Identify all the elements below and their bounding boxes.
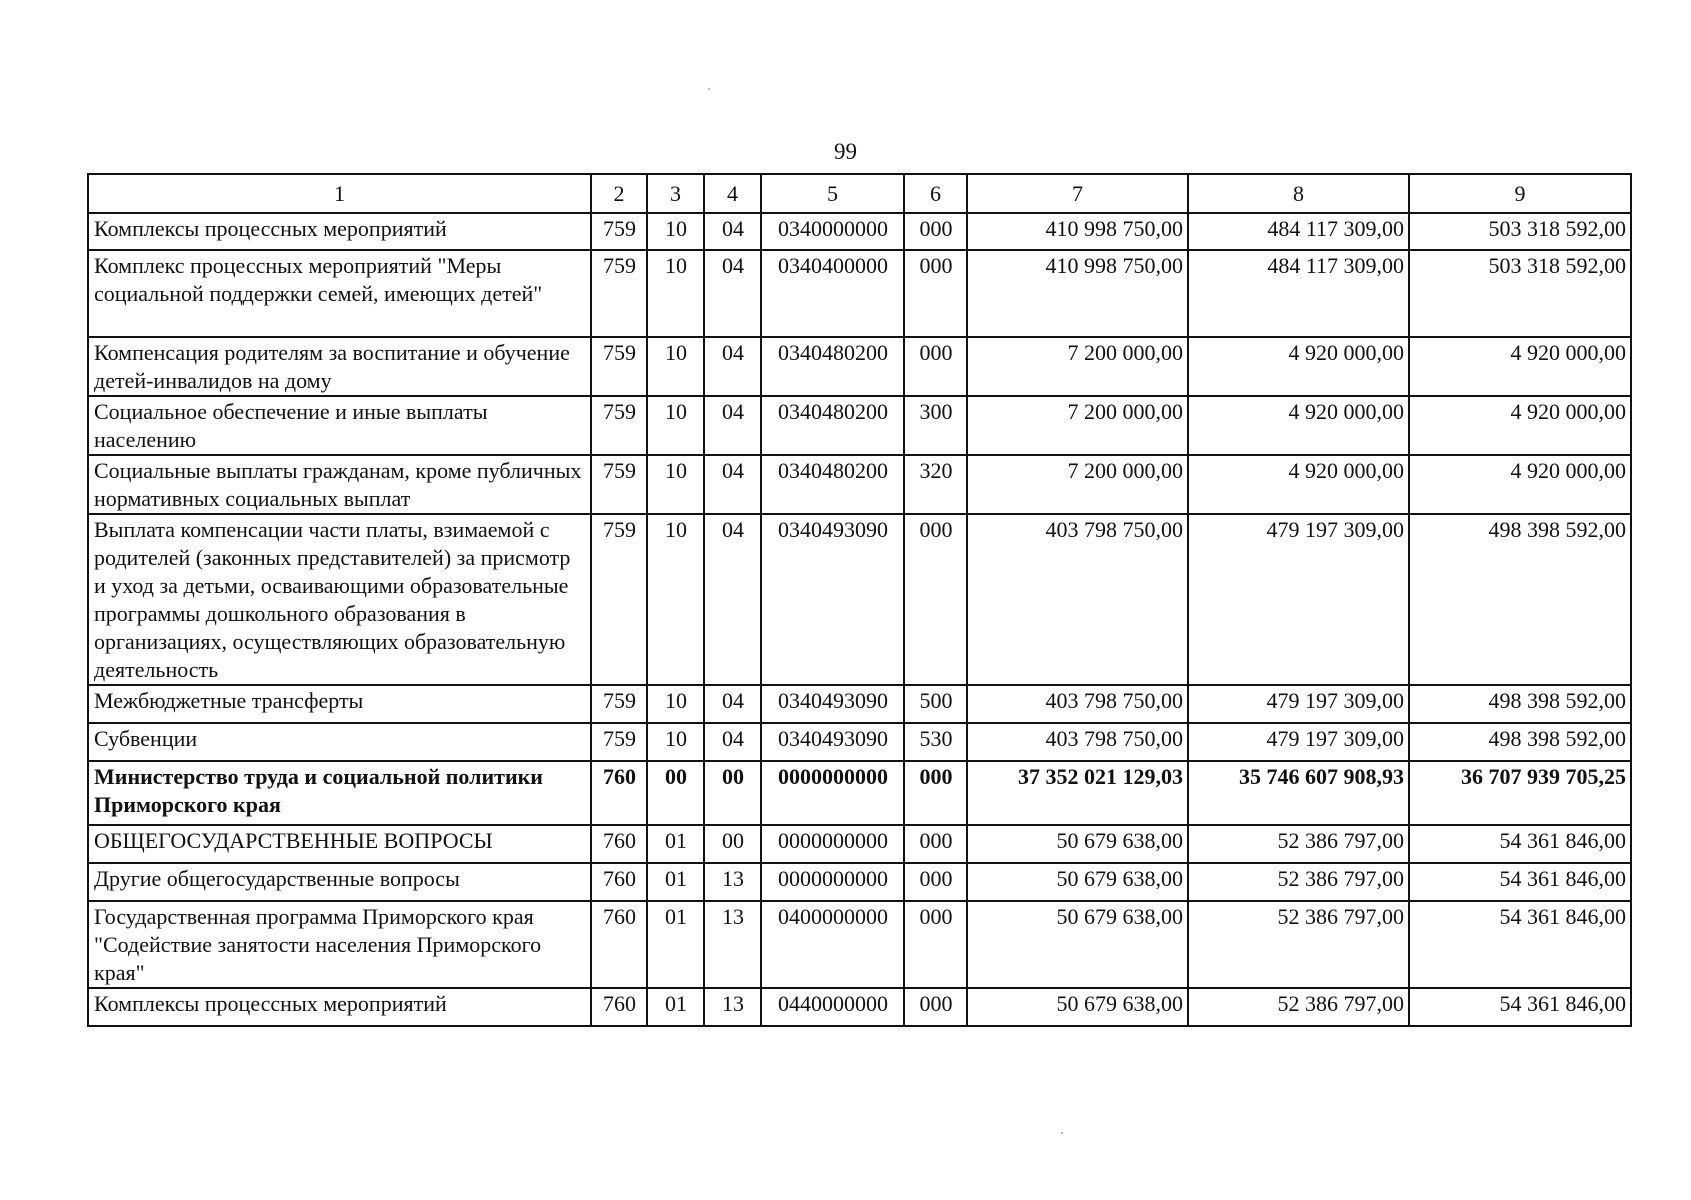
row-value-7: 37 352 021 129,03 <box>967 761 1188 825</box>
row-col-4: 04 <box>704 250 761 337</box>
table-row <box>88 723 1631 761</box>
table-row <box>88 901 1631 988</box>
row-value-8: 52 386 797,00 <box>1188 825 1409 863</box>
row-value-9: 54 361 846,00 <box>1409 863 1631 901</box>
row-col-3: 10 <box>647 723 704 761</box>
table-row <box>88 514 1631 685</box>
row-col-2: 760 <box>591 988 647 1026</box>
header-col-1: 1 <box>88 174 591 213</box>
table-row <box>88 761 1631 825</box>
row-value-8: 484 117 309,00 <box>1188 213 1409 250</box>
row-value-8: 4 920 000,00 <box>1188 455 1409 514</box>
row-col-4: 04 <box>704 213 761 250</box>
row-col-2: 759 <box>591 337 647 396</box>
row-value-7: 403 798 750,00 <box>967 723 1188 761</box>
table-row <box>88 337 1631 396</box>
row-col-3: 01 <box>647 825 704 863</box>
row-value-7: 50 679 638,00 <box>967 825 1188 863</box>
row-value-7: 50 679 638,00 <box>967 901 1188 988</box>
row-col-3: 10 <box>647 685 704 723</box>
header-col-2: 2 <box>591 174 647 213</box>
row-col-4: 13 <box>704 901 761 988</box>
row-col-6: 530 <box>904 723 967 761</box>
row-col-5: 0340480200 <box>761 396 904 455</box>
row-col-4: 00 <box>704 761 761 825</box>
row-value-9: 36 707 939 705,25 <box>1409 761 1631 825</box>
row-name: Государственная программа Приморского края "Содействие занятости населения Приморского края" <box>88 901 591 988</box>
row-value-7: 7 200 000,00 <box>967 337 1188 396</box>
row-name: Министерство труда и социальной политики Приморского края <box>88 761 591 825</box>
row-col-3: 01 <box>647 863 704 901</box>
row-col-3: 01 <box>647 901 704 988</box>
row-col-2: 759 <box>591 396 647 455</box>
row-col-3: 10 <box>647 514 704 685</box>
row-col-6: 000 <box>904 337 967 396</box>
row-col-3: 10 <box>647 337 704 396</box>
row-col-6: 000 <box>904 825 967 863</box>
header-col-5: 5 <box>761 174 904 213</box>
table-row <box>88 455 1631 514</box>
row-name: Комплексы процессных мероприятий <box>88 988 591 1026</box>
header-col-6: 6 <box>904 174 967 213</box>
table-row <box>88 988 1631 1026</box>
row-col-5: 0400000000 <box>761 901 904 988</box>
row-col-6: 000 <box>904 514 967 685</box>
row-col-4: 00 <box>704 825 761 863</box>
row-col-2: 759 <box>591 723 647 761</box>
row-col-5: 0340400000 <box>761 250 904 337</box>
row-col-4: 04 <box>704 685 761 723</box>
row-value-9: 4 920 000,00 <box>1409 455 1631 514</box>
row-col-5: 0000000000 <box>761 825 904 863</box>
row-value-9: 54 361 846,00 <box>1409 988 1631 1026</box>
row-value-8: 52 386 797,00 <box>1188 901 1409 988</box>
row-value-9: 4 920 000,00 <box>1409 337 1631 396</box>
row-col-4: 13 <box>704 988 761 1026</box>
row-name: Межбюджетные трансферты <box>88 685 591 723</box>
table-row <box>88 250 1631 337</box>
row-value-8: 35 746 607 908,93 <box>1188 761 1409 825</box>
row-col-3: 10 <box>647 396 704 455</box>
table-row <box>88 863 1631 901</box>
row-value-8: 52 386 797,00 <box>1188 988 1409 1026</box>
row-value-8: 484 117 309,00 <box>1188 250 1409 337</box>
row-name: Социальное обеспечение и иные выплаты населению <box>88 396 591 455</box>
row-col-6: 000 <box>904 988 967 1026</box>
row-col-2: 759 <box>591 250 647 337</box>
row-value-9: 503 318 592,00 <box>1409 213 1631 250</box>
row-col-4: 04 <box>704 455 761 514</box>
row-col-6: 000 <box>904 761 967 825</box>
row-col-5: 0000000000 <box>761 761 904 825</box>
row-col-5: 0340480200 <box>761 337 904 396</box>
row-col-5: 0340480200 <box>761 455 904 514</box>
row-value-8: 4 920 000,00 <box>1188 396 1409 455</box>
table-row <box>88 825 1631 863</box>
row-col-2: 760 <box>591 825 647 863</box>
row-value-7: 403 798 750,00 <box>967 514 1188 685</box>
row-col-6: 000 <box>904 250 967 337</box>
table-row <box>88 213 1631 250</box>
row-value-8: 479 197 309,00 <box>1188 685 1409 723</box>
table-header <box>88 174 1631 213</box>
header-col-8: 8 <box>1188 174 1409 213</box>
row-name: Комплексы процессных мероприятий <box>88 213 591 250</box>
budget-table <box>87 173 1632 1027</box>
row-value-9: 54 361 846,00 <box>1409 825 1631 863</box>
table-body <box>88 213 1631 1026</box>
row-col-6: 000 <box>904 901 967 988</box>
row-value-8: 4 920 000,00 <box>1188 337 1409 396</box>
row-col-5: 0340000000 <box>761 213 904 250</box>
row-col-2: 759 <box>591 514 647 685</box>
row-col-5: 0340493090 <box>761 685 904 723</box>
row-col-2: 760 <box>591 863 647 901</box>
scan-speck <box>1061 1132 1063 1134</box>
row-value-9: 503 318 592,00 <box>1409 250 1631 337</box>
row-value-7: 410 998 750,00 <box>967 213 1188 250</box>
row-col-3: 10 <box>647 250 704 337</box>
row-name: Социальные выплаты гражданам, кроме публичных нормативных социальных выплат <box>88 455 591 514</box>
row-col-5: 0440000000 <box>761 988 904 1026</box>
row-col-6: 300 <box>904 396 967 455</box>
table-row <box>88 685 1631 723</box>
page-number: 99 <box>834 139 857 164</box>
row-col-5: 0340493090 <box>761 723 904 761</box>
row-col-2: 760 <box>591 761 647 825</box>
row-col-2: 759 <box>591 455 647 514</box>
row-col-3: 01 <box>647 988 704 1026</box>
row-name: ОБЩЕГОСУДАРСТВЕННЫЕ ВОПРОСЫ <box>88 825 591 863</box>
row-col-6: 500 <box>904 685 967 723</box>
row-name: Другие общегосударственные вопросы <box>88 863 591 901</box>
row-value-7: 403 798 750,00 <box>967 685 1188 723</box>
row-value-7: 7 200 000,00 <box>967 396 1188 455</box>
row-value-7: 7 200 000,00 <box>967 455 1188 514</box>
row-col-3: 10 <box>647 455 704 514</box>
header-row <box>88 174 1631 213</box>
header-col-9: 9 <box>1409 174 1631 213</box>
row-value-9: 498 398 592,00 <box>1409 723 1631 761</box>
row-col-6: 000 <box>904 863 967 901</box>
row-col-4: 04 <box>704 396 761 455</box>
row-name: Выплата компенсации части платы, взимаемой с родителей (законных представителей) за присмотр и уход за детьми, осваивающими образовательные программы дошкольного образования в организациях, осуществляющих образовательную деятельность <box>88 514 591 685</box>
row-value-8: 479 197 309,00 <box>1188 514 1409 685</box>
row-col-5: 0340493090 <box>761 514 904 685</box>
row-col-3: 00 <box>647 761 704 825</box>
row-col-5: 0000000000 <box>761 863 904 901</box>
row-value-8: 479 197 309,00 <box>1188 723 1409 761</box>
row-col-4: 04 <box>704 723 761 761</box>
row-value-9: 498 398 592,00 <box>1409 685 1631 723</box>
row-col-2: 760 <box>591 901 647 988</box>
header-col-4: 4 <box>704 174 761 213</box>
row-col-4: 04 <box>704 514 761 685</box>
row-value-7: 50 679 638,00 <box>967 863 1188 901</box>
row-value-9: 54 361 846,00 <box>1409 901 1631 988</box>
row-col-4: 04 <box>704 337 761 396</box>
row-value-7: 410 998 750,00 <box>967 250 1188 337</box>
table-row <box>88 396 1631 455</box>
row-value-9: 4 920 000,00 <box>1409 396 1631 455</box>
row-value-7: 50 679 638,00 <box>967 988 1188 1026</box>
row-col-4: 13 <box>704 863 761 901</box>
row-value-8: 52 386 797,00 <box>1188 863 1409 901</box>
row-name: Комплекс процессных мероприятий "Меры социальной поддержки семей, имеющих детей" <box>88 250 591 337</box>
row-name: Компенсация родителям за воспитание и обучение детей-инвалидов на дому <box>88 337 591 396</box>
row-name: Субвенции <box>88 723 591 761</box>
row-col-6: 000 <box>904 213 967 250</box>
header-col-7: 7 <box>967 174 1188 213</box>
row-col-2: 759 <box>591 213 647 250</box>
scan-speck <box>708 88 710 90</box>
header-col-3: 3 <box>647 174 704 213</box>
row-col-6: 320 <box>904 455 967 514</box>
row-col-2: 759 <box>591 685 647 723</box>
row-col-3: 10 <box>647 213 704 250</box>
row-value-9: 498 398 592,00 <box>1409 514 1631 685</box>
